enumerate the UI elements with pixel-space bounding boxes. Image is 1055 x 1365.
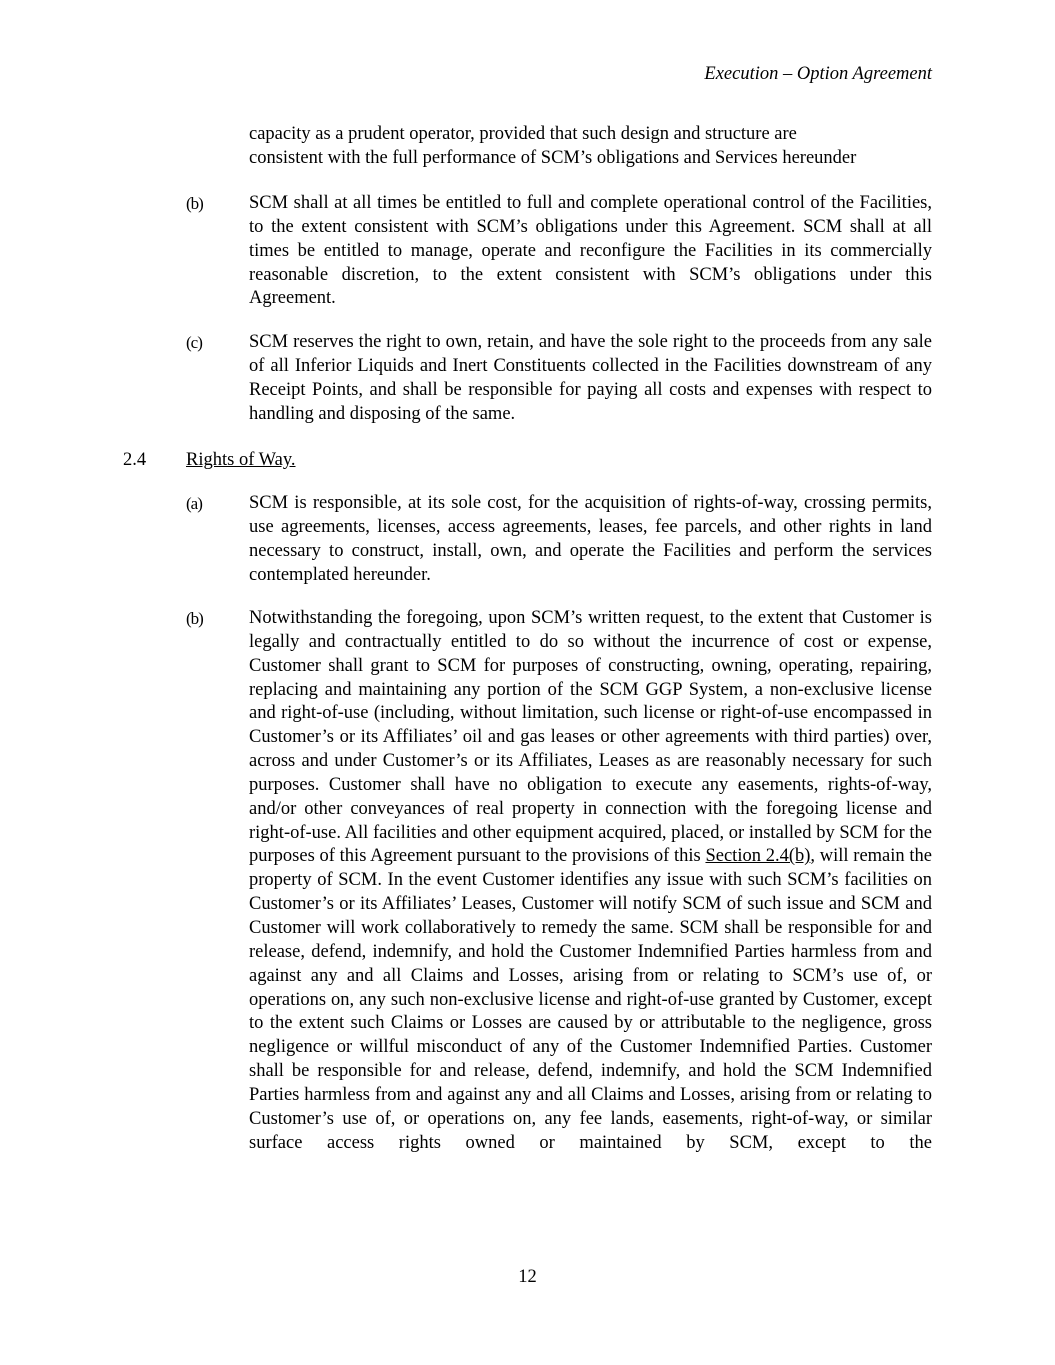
continuation-paragraph xyxy=(249,123,932,171)
section-title: Rights of Way. xyxy=(186,450,296,470)
paragraph-text: , will remain the property of SCM. In the event Customer identifies any issue with such SCM’s facilities on Customer’s or its Affiliates’ Leases, Customer will notify SCM of such issue and SCM and Customer will work collaboratively to remedy the same. SCM shall be responsible for and release, defend, indemnify, and hold the Customer Indemnified Parties harmless from and against any and all Claims and Losses, arising from or relating to SCM’s use of, or operations on, any such non-exclusive license and right-of-use granted by Customer, except to the extent such Claims or Losses are caused by or attributable to the negligence, gross negligence or willful misconduct of any of the Customer Indemnified Parties. Customer shall be responsible for and release, defend, indemnify, and hold the SCM Indemnified Parties harmless from and against any and all Claims and Losses, arising from or relating to Customer’s use of, or operations on, any fee lands, easements, right-of-way, or similar surface access rights owned or maintained by SCM, except to the xyxy=(249,846,933,1153)
paragraph-2-3-b: SCM shall at all times be entitled to full and complete operational control of the Facilities, to the extent consistent with SCM’s obligations under this Agreement. SCM shall at all times be entitled to manage, operate and reconfigure the Facilities in its commercially reasonable discretion, to the extent consistent with SCM’s obligations under this Agreement. xyxy=(249,193,932,309)
paragraph-label: (a) xyxy=(186,494,202,513)
paragraph-text: Notwithstanding the foregoing, upon SCM’s written request, to the extent that Customer is legally and contractually entitled to do so without the incurrence of cost or expense, Customer shall grant to SCM for purposes of constructing, owning, operating, repairing, replacing and maintaining any portion of the SCM GGP System, a non-exclusive license and right-of-use (including, without limitation, such license or right-of-use encompassed in Customer’s or its Affiliates’ oil and gas leases or other agreements with third parties) over, across and under Customer’s or its Affiliates, Leases as are reasonably necessary for such purposes. Customer shall have no obligation to execute any easements, rights-of-way, and/or other conveyances of real property in connection with the foregoing license and right-of-use. All facilities and other equipment acquired, placed, or installed by SCM for the purposes of this Agreement pursuant to the provisions of this xyxy=(249,608,932,867)
paragraph-2-3-c: SCM reserves the right to own, retain, and have the sole right to the proceeds from any sale of all Inferior Liquids and Inert Constituents collected in the Facilities downstream of any Receipt Points, and shall be responsible for paying all costs and expenses with respect to handling and disposing of the same. xyxy=(249,332,932,424)
section-reference: Section 2.4(b) xyxy=(705,846,811,867)
continuation-line: consistent with the full performance of SCM’s obligations and Services hereunder xyxy=(249,147,857,168)
paragraph-label: (c) xyxy=(186,333,202,352)
section-number: 2.4 xyxy=(123,450,147,470)
paragraph-label: (b) xyxy=(186,194,203,213)
paragraph-2-4-a: SCM is responsible, at its sole cost, for the acquisition of rights-of-way, crossing permits, use agreements, licenses, access agreements, leases, fee parcels, and other rights in land necessary to construct, install, own, and operate the Facilities and perform the services contemplated hereunder. xyxy=(249,493,932,585)
running-header: Execution – Option Agreement xyxy=(704,64,932,84)
continuation-line: capacity as a prudent operator, provided that such design and structure are xyxy=(249,124,797,144)
paragraph-label: (b) xyxy=(186,609,203,628)
paragraph-2-4-b xyxy=(249,607,932,1155)
page-number: 12 xyxy=(518,1267,537,1287)
